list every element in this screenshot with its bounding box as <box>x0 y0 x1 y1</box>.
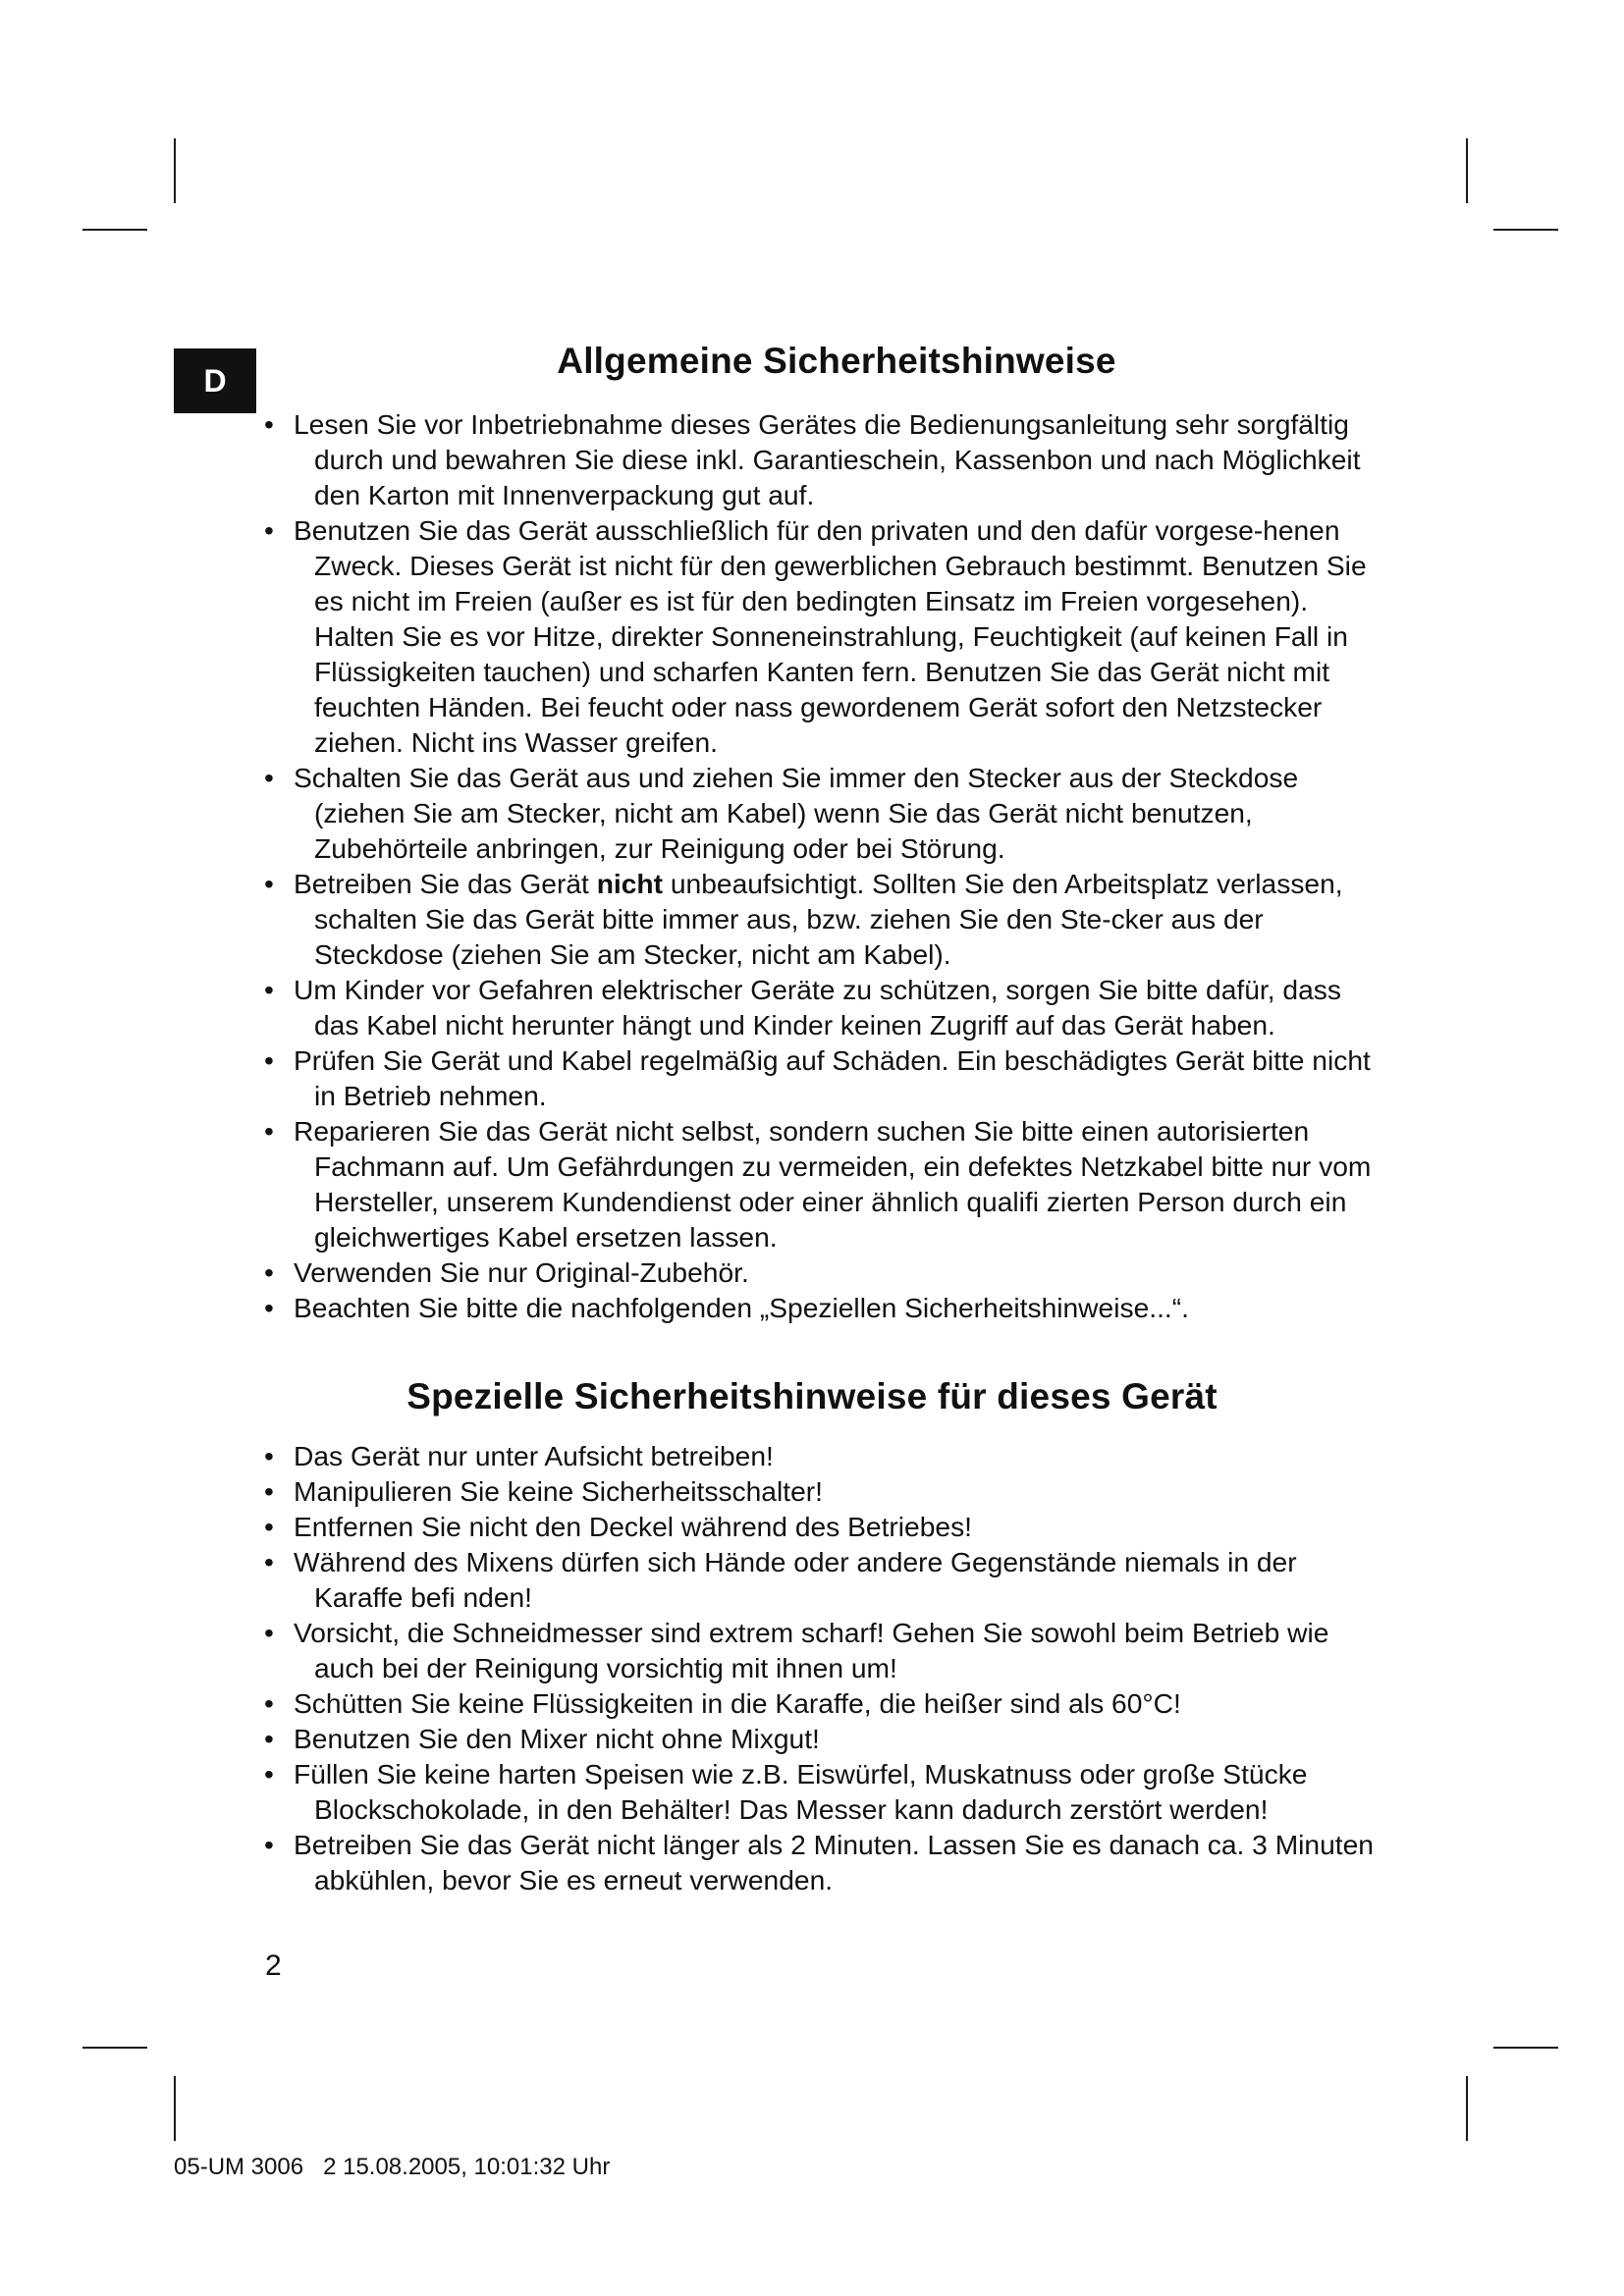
bullet: • <box>264 1687 274 1719</box>
list-item <box>263 1756 1382 1827</box>
emphasis-text: nicht <box>596 868 664 899</box>
list-item <box>263 866 1382 972</box>
list-item-text: Vorsicht, die Schneidmesser sind extrem scharf! Gehen Sie sowohl beim Betrieb wie auch bei der Reinigung vorsichtig mit ihnen um! <box>294 1617 1329 1683</box>
list-item-text: Während des Mixens dürfen sich Hände oder andere Gegenstände niemals in der Karaffe befi nden! <box>294 1546 1297 1613</box>
bullet: • <box>264 514 274 546</box>
crop-mark-bottom-left-horizontal <box>82 2047 147 2049</box>
bullet: • <box>264 974 274 1005</box>
list-item <box>263 1544 1382 1615</box>
crop-mark-bottom-right-vertical <box>1466 2076 1468 2141</box>
bullet: • <box>264 1546 274 1577</box>
language-tab: D <box>174 348 256 413</box>
list-item <box>263 512 1382 760</box>
list-item-text: Das Gerät nur unter Aufsicht betreiben! <box>294 1440 774 1471</box>
bullet: • <box>264 1044 274 1076</box>
list-item <box>263 1042 1382 1113</box>
list-item <box>263 1473 1382 1509</box>
print-footer: 05-UM 3006 2 15.08.2005, 10:01:32 Uhr <box>174 2154 611 2180</box>
list-item-text: Verwenden Sie nur Original-Zubehör. <box>294 1256 749 1288</box>
list-item-text: Schütten Sie keine Flüssigkeiten in die Karaffe, die heißer sind als 60°C! <box>294 1687 1181 1719</box>
page-number: 2 <box>265 1949 282 1982</box>
list-item <box>263 1615 1382 1685</box>
list-item <box>263 406 1382 512</box>
crop-mark-bottom-right-horizontal <box>1493 2047 1558 2049</box>
list-item <box>263 972 1382 1042</box>
list-item <box>263 1290 1382 1325</box>
list-item-text: Benutzen Sie das Gerät ausschließlich für den privaten und den dafür vorgese-henen Zweck. Dieses Gerät ist nicht für den gewerblichen Gebrauch bestimmt. Benutzen Sie es nicht im Freien (außer es ist für den bedingten Einsatz im Freien vorgesehen). Halten Sie es vor Hitze, direkter Sonneneinstrahlung, Feuchtigkeit (auf keinen Fall in Flüssigkeiten tauchen) und scharfen Kanten fern. Benutzen Sie das Gerät nicht mit feuchten Händen. Bei feucht oder nass gewordenem Gerät sofort den Netzstecker ziehen. Nicht ins Wasser greifen. <box>294 514 1367 758</box>
list-item-text: Benutzen Sie den Mixer nicht ohne Mixgut! <box>294 1723 820 1754</box>
crop-mark-top-left-vertical <box>174 138 176 203</box>
list-item <box>263 760 1382 866</box>
list-item <box>263 1438 1382 1473</box>
section-heading-general-safety: Allgemeine Sicherheitshinweise <box>557 341 1116 381</box>
list-item-text: Schalten Sie das Gerät aus und ziehen Sie immer den Stecker aus der Steckdose (ziehen Sie am Stecker, nicht am Kabel) wenn Sie das Gerät nicht benutzen, Zubehörteile anbringen, zur Reinigung oder bei Störung. <box>294 762 1299 864</box>
bullet: • <box>264 1440 274 1471</box>
text-fragment: Betreiben Sie das Gerät <box>294 868 597 899</box>
bullet: • <box>264 868 274 899</box>
list-item-text: Betreiben Sie das Gerät nicht länger als 2 Minuten. Lassen Sie es danach ca. 3 Minuten abkühlen, bevor Sie es erneut verwenden. <box>294 1829 1374 1896</box>
text-fragment: unbeaufsichtigt. Sollten Sie den Arbeitsplatz verlassen, schalten Sie das Gerät bitte immer aus, bzw. ziehen Sie den Ste-cker aus der Steckdose (ziehen Sie am Stecker, nicht am Kabel). <box>314 868 1343 970</box>
bullet: • <box>264 1115 274 1147</box>
list-item-text: Füllen Sie keine harten Speisen wie z.B. Eiswürfel, Muskatnuss oder große Stücke Blockschokolade, in den Behälter! Das Messer kann dadurch zerstört werden! <box>294 1758 1308 1825</box>
list-item-text: Manipulieren Sie keine Sicherheitsschalter! <box>294 1475 823 1507</box>
general-safety-list <box>263 406 1382 1325</box>
crop-mark-top-left-horizontal <box>82 229 147 231</box>
crop-mark-top-right-horizontal <box>1493 229 1558 231</box>
list-item-text: Prüfen Sie Gerät und Kabel regelmäßig auf Schäden. Ein beschädigtes Gerät bitte nicht in Betrieb nehmen. <box>294 1044 1371 1111</box>
bullet: • <box>264 408 274 440</box>
list-item-text: Lesen Sie vor Inbetriebnahme dieses Gerätes die Bedienungsanleitung sehr sorgfältig durch und bewahren Sie diese inkl. Garantieschein, Kassenbon und nach Möglichkeit den Karton mit Innenverpackung gut auf. <box>294 408 1361 510</box>
list-item <box>263 1721 1382 1756</box>
crop-mark-top-right-vertical <box>1466 138 1468 203</box>
bullet: • <box>264 1475 274 1507</box>
list-item <box>263 1827 1382 1897</box>
list-item-text: Beachten Sie bitte die nachfolgenden „Speziellen Sicherheitshinweise...“. <box>294 1292 1189 1323</box>
bullet: • <box>264 1829 274 1860</box>
list-item-text: Entfernen Sie nicht den Deckel während des Betriebes! <box>294 1511 973 1542</box>
bullet: • <box>264 1511 274 1542</box>
bullet: • <box>264 1256 274 1288</box>
list-item <box>263 1255 1382 1290</box>
bullet: • <box>264 1617 274 1648</box>
bullet: • <box>264 762 274 793</box>
list-item-text <box>294 868 1343 970</box>
bullet: • <box>264 1292 274 1323</box>
list-item <box>263 1685 1382 1721</box>
list-item-text: Reparieren Sie das Gerät nicht selbst, sondern suchen Sie bitte einen autorisierten Fachmann auf. Um Gefährdungen zu vermeiden, ein defektes Netzkabel bitte nur vom Hersteller, unserem Kundendienst oder einer ähnlich qualifi zierten Person durch ein gleichwertiges Kabel ersetzen lassen. <box>294 1115 1372 1253</box>
list-item <box>263 1509 1382 1544</box>
crop-mark-bottom-left-vertical <box>174 2076 176 2141</box>
device-safety-list <box>263 1438 1382 1897</box>
bullet: • <box>264 1723 274 1754</box>
section-heading-device-safety: Spezielle Sicherheitshinweise für dieses Gerät <box>406 1376 1218 1416</box>
list-item <box>263 1113 1382 1255</box>
bullet: • <box>264 1758 274 1789</box>
list-item-text: Um Kinder vor Gefahren elektrischer Geräte zu schützen, sorgen Sie bitte dafür, dass das Kabel nicht herunter hängt und Kinder keinen Zugriff auf das Gerät haben. <box>294 974 1341 1041</box>
